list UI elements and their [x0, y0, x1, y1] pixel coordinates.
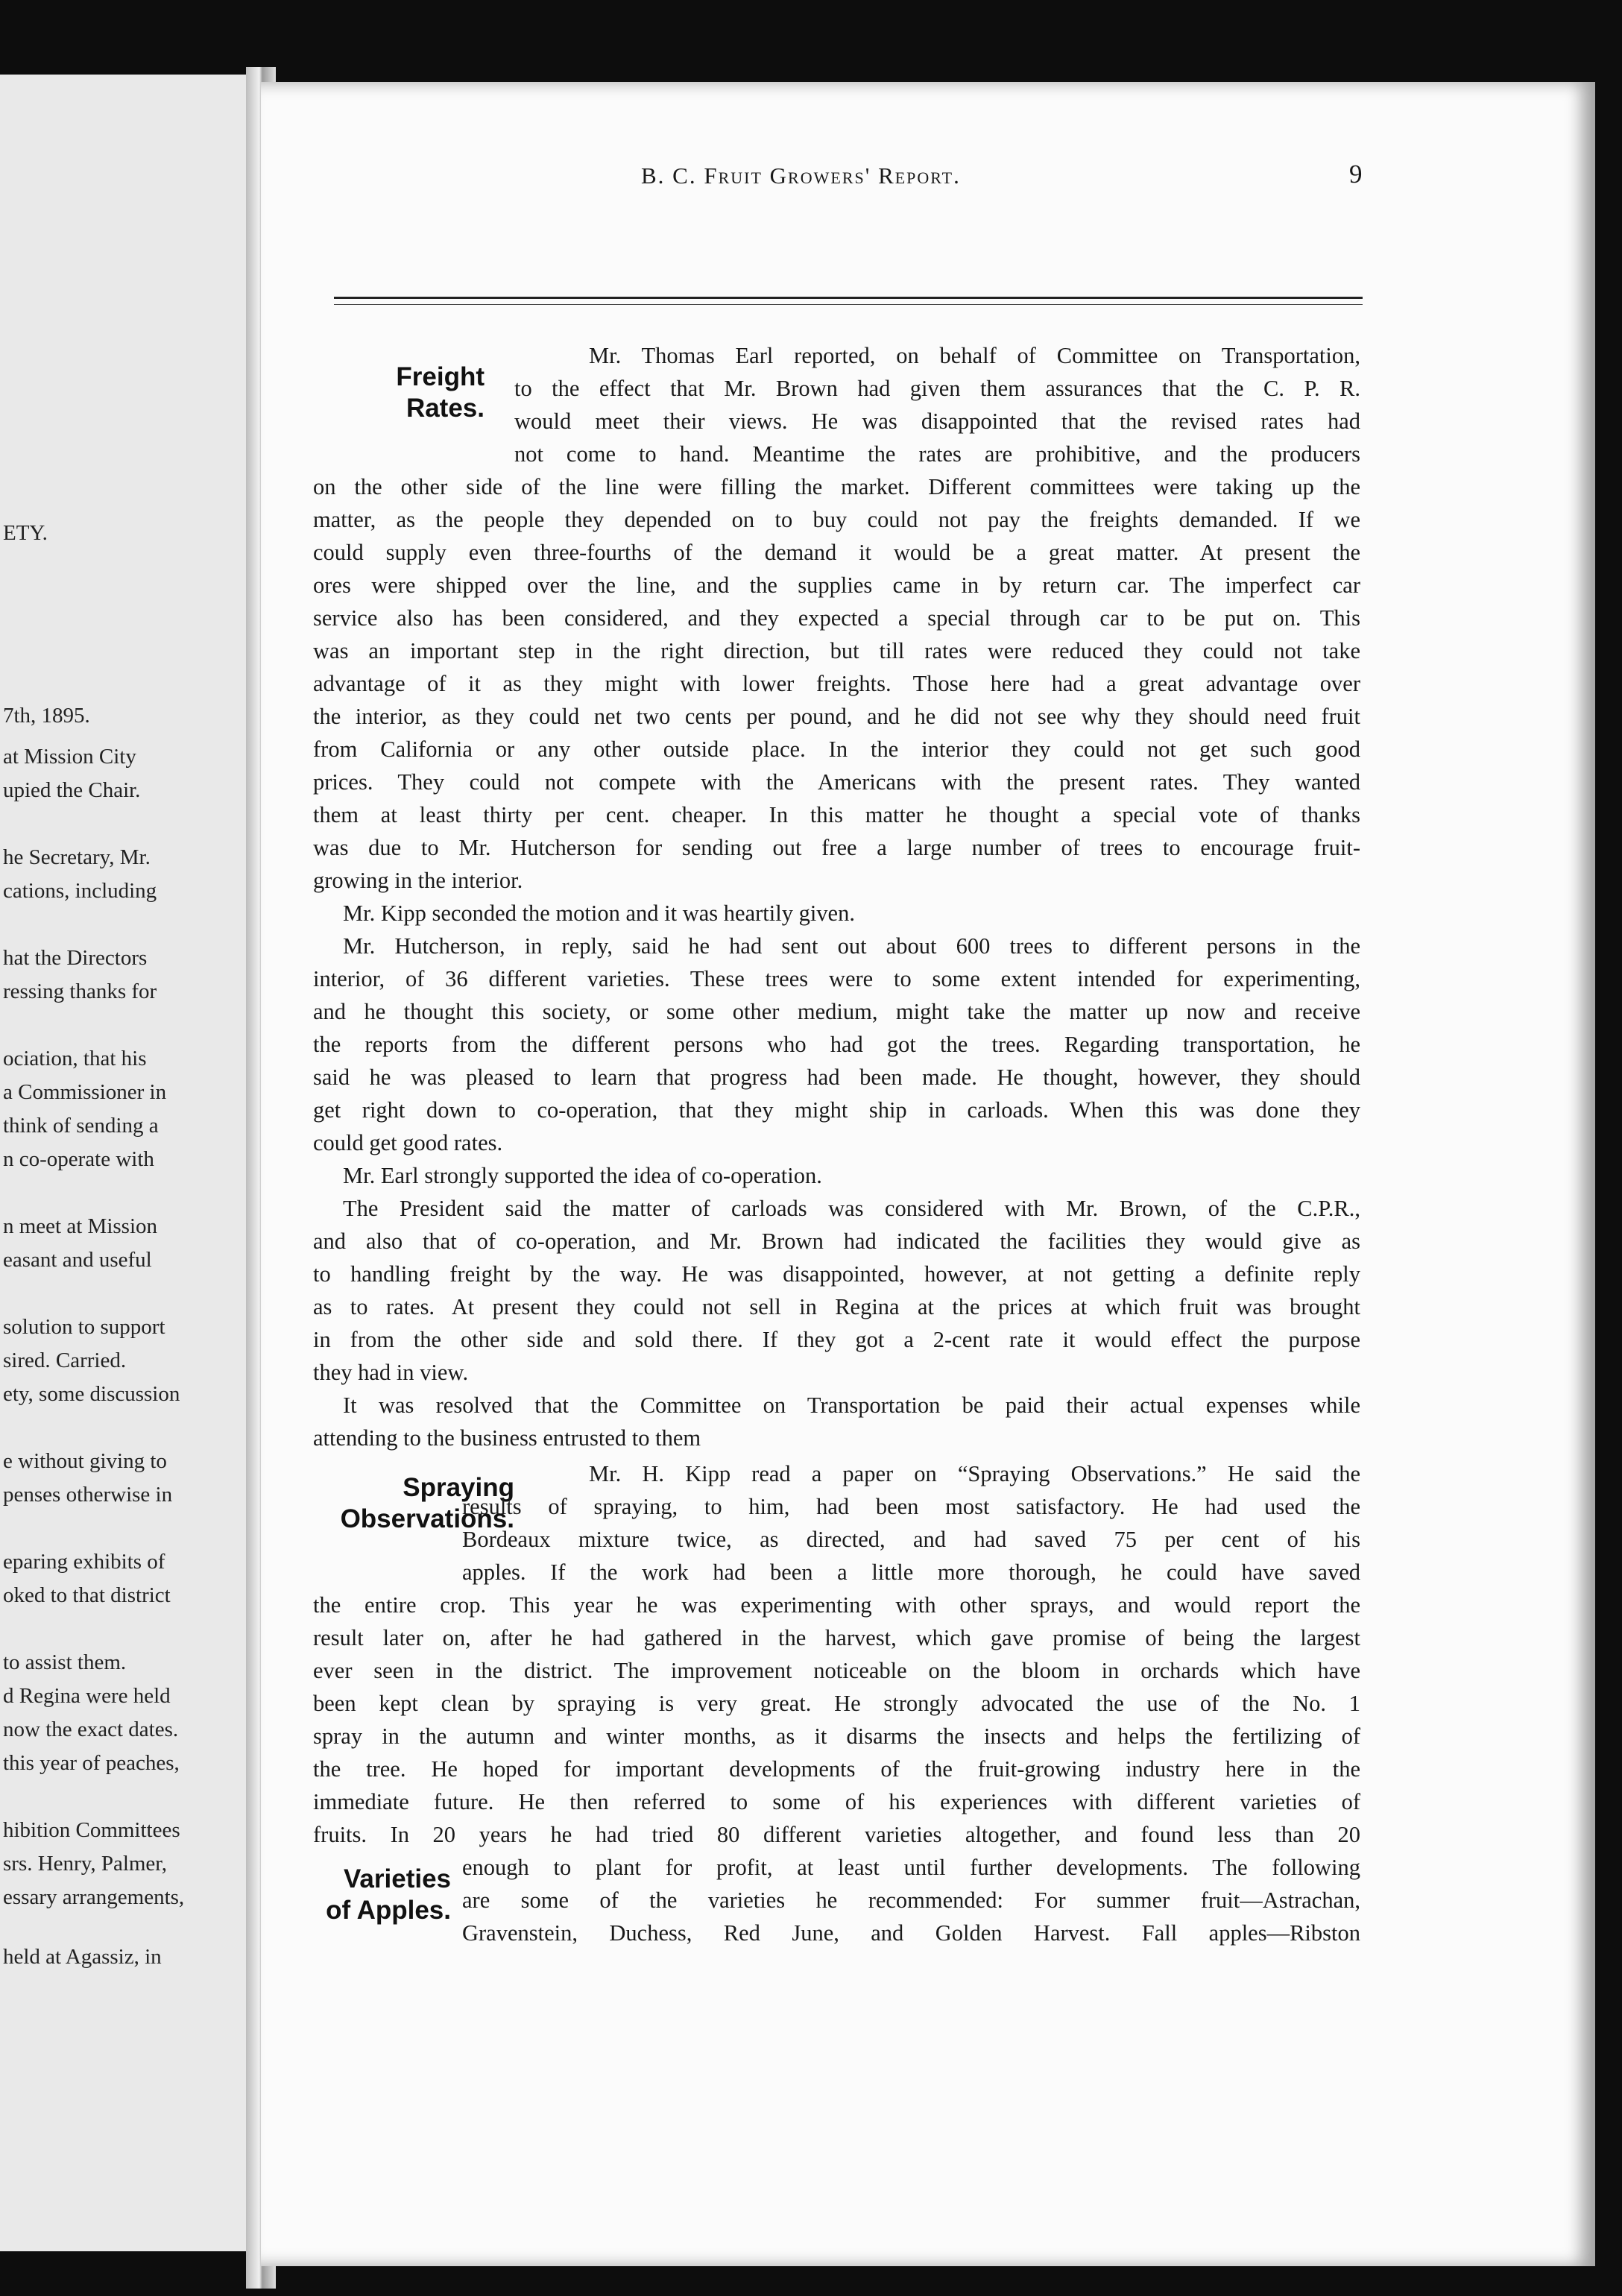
- left-line: this year of peaches,: [3, 1751, 180, 1775]
- left-line: d Regina were held: [3, 1684, 171, 1708]
- body-line: been kept clean by spraying is very great. He strongly advocated the use of the No. 1: [313, 1691, 1360, 1716]
- left-line: held at Agassiz, in: [3, 1945, 162, 1969]
- body-line: are some of the varieties he recommended: For summer fruit—Astrachan,: [462, 1887, 1360, 1913]
- left-line: upied the Chair.: [3, 778, 141, 802]
- body-line: and also that of co-operation, and Mr. Brown had indicated the facilities they would give as: [313, 1229, 1360, 1254]
- sidenote-freight-rates: [358, 362, 485, 424]
- body-line: advantage of it as they might with lower freights. Those here had a great advantage over: [313, 671, 1360, 696]
- left-line: cations, including: [3, 879, 157, 903]
- body-line: The President said the matter of carloads was considered with Mr. Brown, of the C.P.R.,: [343, 1196, 1360, 1221]
- body-line: not come to hand. Meantime the rates are prohibitive, and the producers: [514, 441, 1360, 467]
- body-line: they had in view.: [313, 1360, 469, 1385]
- body-line: It was resolved that the Committee on Transportation be paid their actual expenses while: [343, 1393, 1360, 1418]
- body-line: could supply even three-fourths of the demand it would be a great matter. At present the: [313, 540, 1360, 565]
- running-header: B. C. Fruit Growers' Report.: [641, 163, 961, 189]
- body-line: said he was pleased to learn that progress had been made. He thought, however, they should: [313, 1065, 1360, 1090]
- left-line: sired. Carried.: [3, 1349, 127, 1372]
- sidenote-line: Freight: [396, 362, 485, 391]
- body-line: the interior, as they could net two cents per pound, and he did not see why they should need fruit: [313, 704, 1360, 729]
- body-line: Gravenstein, Duchess, Red June, and Golden Harvest. Fall apples—Ribston: [462, 1920, 1360, 1946]
- body-line: enough to plant for profit, at least until further developments. The following: [462, 1855, 1360, 1880]
- sidenote-line: Varieties: [344, 1864, 451, 1893]
- body-line: interior, of 36 different varieties. These trees were to some extent intended for experimenting,: [313, 966, 1360, 991]
- body-line: ores were shipped over the line, and the supplies came in by return car. The imperfect car: [313, 573, 1360, 598]
- left-line: ociation, that his: [3, 1047, 147, 1070]
- body-line: Mr. Earl strongly supported the idea of co-operation.: [343, 1163, 822, 1188]
- left-line: solution to support: [3, 1315, 165, 1339]
- body-line: could get good rates.: [313, 1130, 503, 1155]
- body-line: results of spraying, to him, had been most satisfactory. He had used the: [462, 1494, 1360, 1519]
- body-line: Bordeaux mixture twice, as directed, and had saved 75 per cent of his: [462, 1527, 1360, 1552]
- page-number: 9: [1349, 160, 1363, 189]
- body-line: Mr. H. Kipp read a paper on “Spraying Observations.” He said the: [589, 1461, 1360, 1486]
- left-line: ETY.: [3, 521, 48, 545]
- body-line: result later on, after he had gathered in the harvest, which gave promise of being the largest: [313, 1625, 1360, 1650]
- body-line: spray in the autumn and winter months, as it disarms the insects and helps the fertilizing of: [313, 1723, 1360, 1749]
- body-line: to the effect that Mr. Brown had given them assurances that the C. P. R.: [514, 376, 1360, 401]
- body-line: the tree. He hoped for important developments of the fruit-growing industry here in the: [313, 1756, 1360, 1782]
- left-line: hat the Directors: [3, 946, 148, 970]
- sidenote-varieties: [298, 1864, 451, 1926]
- sidenote-line: Spraying: [403, 1473, 514, 1502]
- sidenote-line: of Apples.: [326, 1896, 451, 1925]
- sidenote-line: Observations.: [340, 1504, 514, 1533]
- body-line: service also has been considered, and they expected a special through car to be put on. This: [313, 605, 1360, 631]
- body-line: matter, as the people they depended on to buy could not pay the freights demanded. If we: [313, 507, 1360, 532]
- left-line: ety, some discussion: [3, 1382, 180, 1406]
- body-line: Mr. Hutcherson, in reply, said he had sent out about 600 trees to different persons in the: [343, 933, 1360, 959]
- body-line: to handling freight by the way. He was disappointed, however, at not getting a definite reply: [313, 1261, 1360, 1287]
- body-line: in from the other side and sold there. If they got a 2-cent rate it would effect the purpose: [313, 1327, 1360, 1352]
- body-line: as to rates. At present they could not sell in Regina at the prices at which fruit was brought: [313, 1294, 1360, 1319]
- body-line: prices. They could not compete with the Americans with the present rates. They wanted: [313, 769, 1360, 795]
- left-line: easant and useful: [3, 1248, 152, 1272]
- body-line: them at least thirty per cent. cheaper. In this matter he thought a special vote of thanks: [313, 802, 1360, 827]
- body-line: Mr. Thomas Earl reported, on behalf of Committee on Transportation,: [589, 343, 1360, 368]
- body-line: was an important step in the right direction, but till rates were reduced they could not take: [313, 638, 1360, 663]
- left-line: n meet at Mission: [3, 1214, 158, 1238]
- left-line: now the exact dates.: [3, 1718, 179, 1741]
- left-line: think of sending a: [3, 1114, 159, 1138]
- body-line: from California or any other outside place. In the interior they could not get such good: [313, 737, 1360, 762]
- left-line: hibition Committees: [3, 1818, 180, 1842]
- sidenote-line: Rates.: [406, 394, 485, 423]
- left-line: srs. Henry, Palmer,: [3, 1852, 168, 1876]
- body-line: would meet their views. He was disappointed that the revised rates had: [514, 409, 1360, 434]
- body-line: the entire crop. This year he was experimenting with other sprays, and would report the: [313, 1592, 1360, 1618]
- left-line: penses otherwise in: [3, 1483, 173, 1507]
- left-page-fragment: [0, 75, 257, 2251]
- header-rule: [334, 297, 1363, 299]
- body-line: get right down to co-operation, that they might ship in carloads. When this was done they: [313, 1097, 1360, 1123]
- left-line: eparing exhibits of: [3, 1550, 165, 1574]
- header-rule-thin: [334, 304, 1363, 305]
- body-line: was due to Mr. Hutcherson for sending out free a large number of trees to encourage fruit-: [313, 835, 1360, 860]
- left-line: n co-operate with: [3, 1147, 154, 1171]
- left-line: oked to that district: [3, 1583, 171, 1607]
- body-line: growing in the interior.: [313, 868, 523, 893]
- left-line: at Mission City: [3, 745, 136, 769]
- body-line: the reports from the different persons who had got the trees. Regarding transportation, he: [313, 1032, 1360, 1057]
- body-line: attending to the business entrusted to them: [313, 1425, 701, 1451]
- body-line: on the other side of the line were filling the market. Different committees were taking up the: [313, 474, 1360, 499]
- left-line: to assist them.: [3, 1650, 127, 1674]
- body-line: immediate future. He then referred to some of his experiences with different varieties of: [313, 1789, 1360, 1814]
- left-line: he Secretary, Mr.: [3, 845, 151, 869]
- body-line: and he thought this society, or some other medium, might take the matter up now and receive: [313, 999, 1360, 1024]
- body-line: Mr. Kipp seconded the motion and it was heartily given.: [343, 901, 855, 926]
- body-line: apples. If the work had been a little more thorough, he could have saved: [462, 1559, 1360, 1585]
- body-line: fruits. In 20 years he had tried 80 different varieties altogether, and found less than 20: [313, 1822, 1360, 1847]
- left-line: a Commissioner in: [3, 1080, 167, 1104]
- left-line: e without giving to: [3, 1449, 167, 1473]
- body-line: ever seen in the district. The improvement noticeable on the bloom in orchards which have: [313, 1658, 1360, 1683]
- left-line: ressing thanks for: [3, 980, 157, 1003]
- left-line: essary arrangements,: [3, 1885, 185, 1909]
- left-line: 7th, 1895.: [3, 704, 90, 728]
